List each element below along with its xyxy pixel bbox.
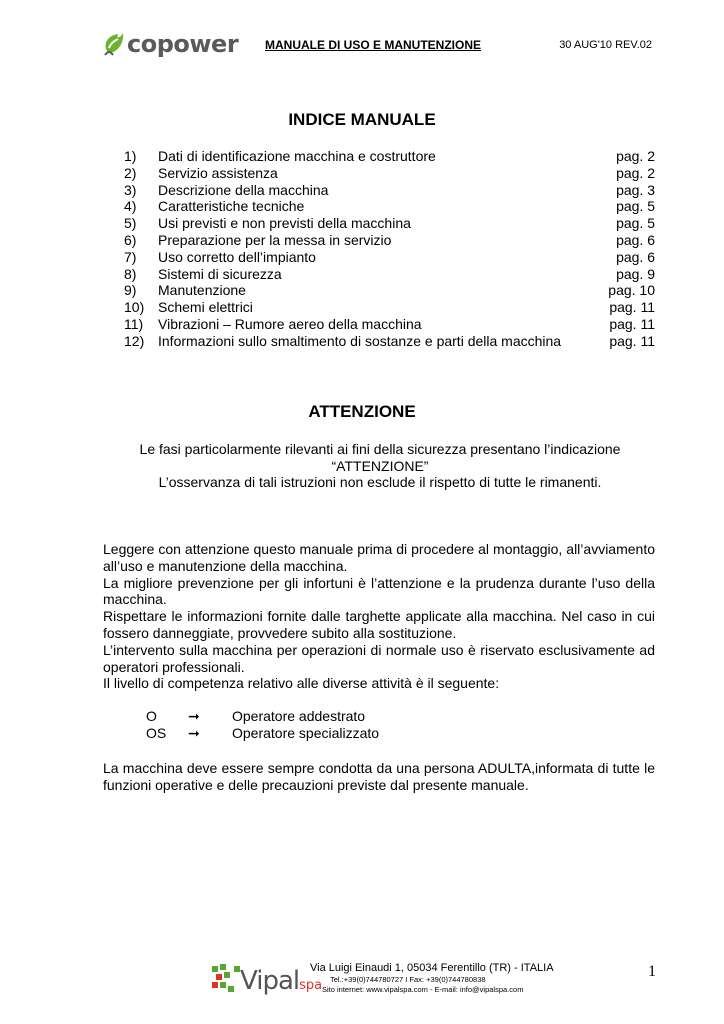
toc-title: Vibrazioni – Rumore aereo della macchina: [158, 315, 422, 332]
toc-title: Caratteristiche tecniche: [158, 198, 305, 215]
toc-number: 7): [124, 248, 137, 265]
logo-text: copower: [127, 30, 239, 58]
toc-title: Uso corretto dell’impianto: [158, 248, 316, 265]
toc-page: pag. 6: [616, 231, 655, 248]
arrow-right-icon: ➞: [188, 708, 200, 724]
toc-item: [124, 316, 655, 333]
toc-page: pag. 5: [616, 198, 655, 215]
paragraph: Rispettare le informazioni fornite dalle targhette applicate alla macchina. Nel caso in cui fossero danneggiate, provvedere subito alla sostituzione.: [103, 608, 655, 641]
index-heading: INDICE MANUALE: [288, 110, 436, 129]
toc-title: Usi previsti e non previsti della macchina: [158, 215, 411, 232]
paragraph: La macchina deve essere sempre condotta da una persona ADULTA,informata di tutte le funzioni operative e delle precauzioni previste dal presente manuale.: [103, 760, 655, 793]
paragraph: L’intervento sulla macchina per operazioni di normale uso è riservato esclusivamente ad operatori professionali.: [103, 641, 655, 675]
address-line: Via Luigi Einaudi 1, 05034 Ferentillo (TR) - ITALIA: [310, 962, 554, 974]
toc-item: [124, 282, 655, 299]
attention-line: Le fasi particolarmente rilevanti ai fini della sicurezza presentano l’indicazione: [139, 441, 621, 457]
toc-item: [124, 165, 655, 182]
toc-title: Schemi elettrici: [158, 299, 253, 316]
arrow-right-icon: ➞: [188, 725, 200, 741]
toc-item: [124, 182, 655, 199]
toc-title: Servizio assistenza: [158, 164, 278, 181]
toc-number: 3): [124, 181, 137, 198]
toc-title: Descrizione della macchina: [158, 181, 329, 198]
toc-title: Sistemi di sicurezza: [158, 265, 282, 282]
toc-item: [124, 266, 655, 283]
toc-number: 12): [124, 332, 145, 349]
toc-page: pag. 10: [608, 282, 655, 299]
toc-page: pag. 3: [616, 181, 655, 198]
competence-legend: [146, 708, 379, 742]
paragraph: Il livello di competenza relativo alle diverse attività è il seguente:: [103, 675, 500, 692]
toc-number: 2): [124, 164, 137, 181]
legend-label: Operatore specializzato: [232, 725, 380, 741]
toc-page: pag. 9: [616, 265, 655, 282]
toc-title: Informazioni sullo smaltimento di sostanze e parti della macchina: [158, 332, 562, 349]
final-note: [103, 760, 655, 794]
vipal-mark-icon: [210, 962, 244, 996]
toc-number: 1): [124, 148, 137, 164]
toc-page: pag. 6: [616, 248, 655, 265]
toc-page: pag. 11: [609, 332, 655, 349]
toc-title: Preparazione per la messa in servizio: [158, 231, 392, 248]
leaf-e-icon: [102, 29, 126, 59]
toc-title: Dati di identificazione macchina e costruttore: [158, 148, 436, 164]
legend-row: [146, 725, 379, 742]
toc-page: pag. 11: [609, 299, 655, 316]
toc-item: [124, 198, 655, 215]
phone-line: Tel.:+39(0)744780727 I Fax: +39(0)744780838: [330, 975, 486, 984]
toc-item: [124, 249, 655, 266]
toc-item: [124, 299, 655, 316]
attention-heading: ATTENZIONE: [308, 402, 416, 421]
toc-item: [124, 232, 655, 249]
ecopower-logo: [102, 27, 238, 61]
toc-number: 4): [124, 198, 137, 215]
attention-line: “ATTENZIONE”: [331, 457, 429, 474]
document-title: MANUALE DI USO E MANUTENZIONE: [265, 38, 481, 52]
paragraph: La migliore prevenzione per gli infortuni è l’attenzione e la prudenza durante l’uso della macchina.: [103, 574, 655, 608]
toc-item: [124, 148, 655, 165]
toc-number: 5): [124, 215, 137, 232]
instructions: [103, 541, 655, 692]
toc-page: pag. 5: [616, 215, 655, 232]
toc-item: [124, 333, 655, 350]
legend-label: Operatore addestrato: [232, 708, 366, 724]
toc-number: 10): [124, 299, 145, 316]
brand-suffix: spa: [299, 978, 323, 993]
toc-number: 6): [124, 231, 137, 248]
legend-code: OS: [146, 725, 167, 741]
toc-page: pag. 2: [616, 148, 655, 164]
toc-item: [124, 215, 655, 232]
toc-number: 11): [124, 315, 144, 332]
toc-number: 8): [124, 265, 137, 282]
company-address: [310, 963, 554, 993]
paragraph: Leggere con attenzione questo manuale prima di procedere al montaggio, all’avviamento all’uso e manutenzione della macchina.: [103, 541, 655, 574]
revision-date: 30 AUG'10 REV.02: [559, 39, 652, 51]
legend-code: O: [146, 708, 157, 724]
toc-page: pag. 2: [616, 164, 655, 181]
legend-row: [146, 708, 379, 725]
toc-number: 9): [124, 282, 137, 299]
vipal-logo: [210, 962, 323, 996]
toc-page: pag. 11: [609, 315, 655, 332]
attention-text: [100, 441, 660, 491]
toc-title: Manutenzione: [158, 282, 246, 299]
brand-name: Vipal: [240, 966, 300, 996]
page-number: 1: [648, 963, 656, 980]
table-of-contents: [124, 148, 655, 350]
web-line: Sito internet: www.vipalspa.com - E-mail: info@vipalspa.com: [322, 984, 524, 994]
attention-line: L’osservanza di tali istruzioni non esclude il rispetto di tutte le rimanenti.: [158, 474, 602, 490]
